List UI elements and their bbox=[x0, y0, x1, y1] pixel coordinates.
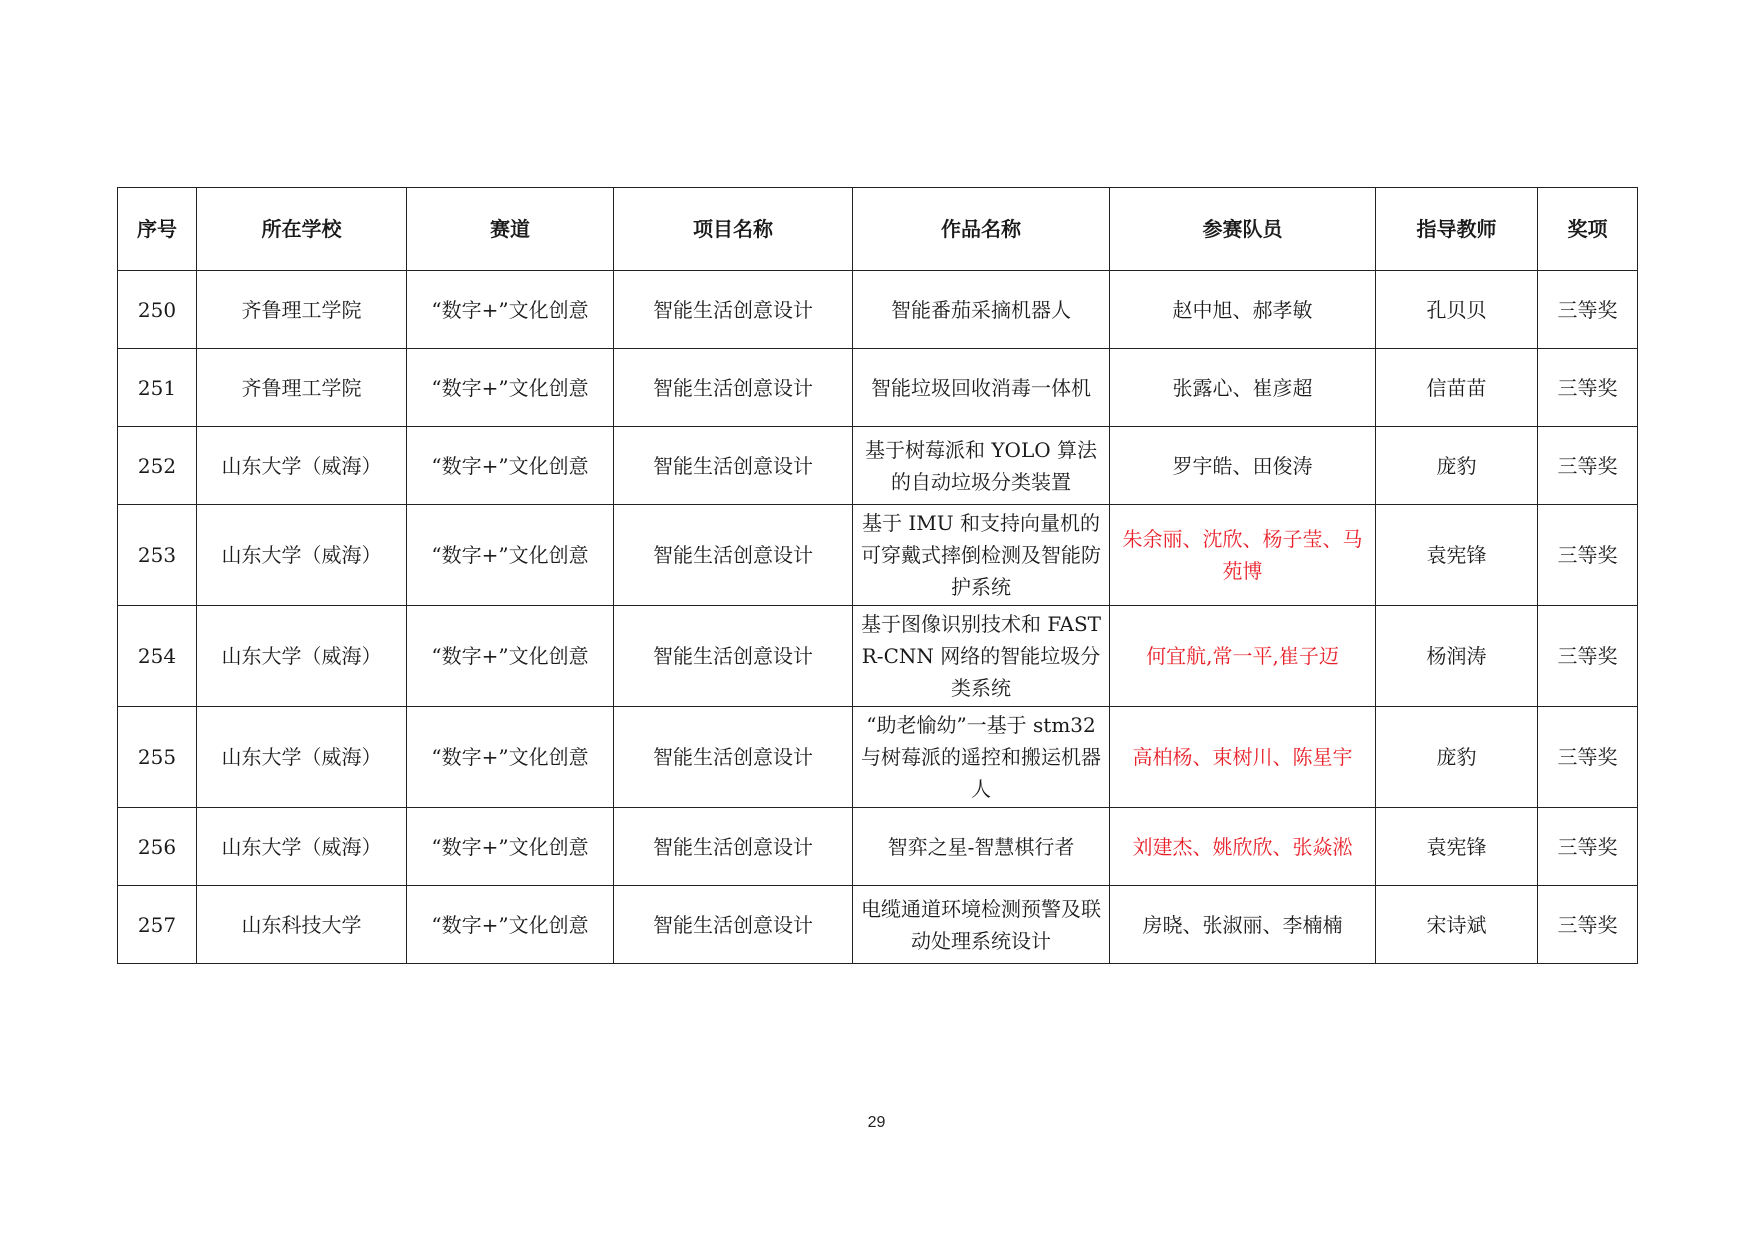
table-row bbox=[118, 505, 1638, 606]
header-members: 参赛队员 bbox=[1110, 188, 1376, 271]
members-text: 张露心、崔彦超 bbox=[1172, 375, 1313, 400]
cell-award: 三等奖 bbox=[1538, 606, 1638, 707]
cell-work: “助老愉幼”一基于 stm32 与树莓派的遥控和搬运机器人 bbox=[853, 707, 1110, 808]
cell-teacher: 庞豹 bbox=[1376, 427, 1538, 505]
members-text: 何宜航,常一平,崔子迈 bbox=[1146, 644, 1339, 668]
cell-teacher: 杨润涛 bbox=[1376, 606, 1538, 707]
cell-project: 智能生活创意设计 bbox=[614, 886, 853, 964]
cell-work: 电缆通道环境检测预警及联动处理系统设计 bbox=[853, 886, 1110, 964]
table-row bbox=[118, 606, 1638, 707]
cell-track: “数字+”文化创意 bbox=[407, 349, 614, 427]
cell-school: 山东大学（威海） bbox=[197, 505, 407, 606]
header-school: 所在学校 bbox=[197, 188, 407, 271]
cell-no: 252 bbox=[118, 427, 197, 505]
cell-track: “数字+”文化创意 bbox=[407, 271, 614, 349]
cell-school: 山东大学（威海） bbox=[197, 707, 407, 808]
cell-work: 基于树莓派和 YOLO 算法的自动垃圾分类装置 bbox=[853, 427, 1110, 505]
cell-members bbox=[1110, 808, 1376, 886]
cell-award: 三等奖 bbox=[1538, 707, 1638, 808]
table-row bbox=[118, 349, 1638, 427]
cell-no: 257 bbox=[118, 886, 197, 964]
cell-track: “数字+”文化创意 bbox=[407, 707, 614, 808]
cell-no: 253 bbox=[118, 505, 197, 606]
cell-project: 智能生活创意设计 bbox=[614, 505, 853, 606]
cell-members bbox=[1110, 606, 1376, 707]
cell-school: 山东大学（威海） bbox=[197, 606, 407, 707]
members-text: 高柏杨、束树川、陈星宇 bbox=[1132, 745, 1353, 769]
header-row bbox=[118, 188, 1638, 271]
members-text: 朱余丽、沈欣、杨子莹、马苑博 bbox=[1122, 527, 1363, 583]
cell-project: 智能生活创意设计 bbox=[614, 349, 853, 427]
cell-award: 三等奖 bbox=[1538, 427, 1638, 505]
cell-award: 三等奖 bbox=[1538, 505, 1638, 606]
table-row bbox=[118, 271, 1638, 349]
cell-members bbox=[1110, 886, 1376, 964]
members-text: 房晓、张淑丽、李楠楠 bbox=[1142, 912, 1343, 937]
members-text: 刘建杰、姚欣欣、张焱淞 bbox=[1132, 834, 1353, 859]
header-award: 奖项 bbox=[1538, 188, 1638, 271]
cell-school: 山东科技大学 bbox=[197, 886, 407, 964]
cell-no: 254 bbox=[118, 606, 197, 707]
header-work: 作品名称 bbox=[853, 188, 1110, 271]
cell-award: 三等奖 bbox=[1538, 349, 1638, 427]
cell-no: 250 bbox=[118, 271, 197, 349]
page-number: 29 bbox=[867, 1114, 886, 1131]
cell-members bbox=[1110, 427, 1376, 505]
cell-award: 三等奖 bbox=[1538, 271, 1638, 349]
cell-school: 山东大学（威海） bbox=[197, 808, 407, 886]
cell-track: “数字+”文化创意 bbox=[407, 427, 614, 505]
cell-members bbox=[1110, 349, 1376, 427]
table-row bbox=[118, 427, 1638, 505]
cell-work: 基于图像识别技术和 FAST R-CNN 网络的智能垃圾分类系统 bbox=[853, 606, 1110, 707]
cell-teacher: 袁宪锋 bbox=[1376, 808, 1538, 886]
cell-no: 251 bbox=[118, 349, 197, 427]
cell-teacher: 宋诗斌 bbox=[1376, 886, 1538, 964]
cell-project: 智能生活创意设计 bbox=[614, 707, 853, 808]
cell-teacher: 孔贝贝 bbox=[1376, 271, 1538, 349]
cell-track: “数字+”文化创意 bbox=[407, 808, 614, 886]
cell-award: 三等奖 bbox=[1538, 886, 1638, 964]
cell-project: 智能生活创意设计 bbox=[614, 808, 853, 886]
cell-no: 256 bbox=[118, 808, 197, 886]
cell-no: 255 bbox=[118, 707, 197, 808]
cell-work: 基于 IMU 和支持向量机的可穿戴式摔倒检测及智能防护系统 bbox=[853, 505, 1110, 606]
cell-award: 三等奖 bbox=[1538, 808, 1638, 886]
cell-work: 智能番茄采摘机器人 bbox=[853, 271, 1110, 349]
header-project: 项目名称 bbox=[614, 188, 853, 271]
members-text: 赵中旭、郝孝敏 bbox=[1172, 297, 1313, 322]
cell-school: 齐鲁理工学院 bbox=[197, 271, 407, 349]
cell-members bbox=[1110, 271, 1376, 349]
table-row bbox=[118, 808, 1638, 886]
cell-members bbox=[1110, 505, 1376, 606]
cell-teacher: 信苗苗 bbox=[1376, 349, 1538, 427]
cell-teacher: 袁宪锋 bbox=[1376, 505, 1538, 606]
cell-work: 智弈之星-智慧棋行者 bbox=[853, 808, 1110, 886]
cell-project: 智能生活创意设计 bbox=[614, 427, 853, 505]
cell-work: 智能垃圾回收消毒一体机 bbox=[853, 349, 1110, 427]
header-track: 赛道 bbox=[407, 188, 614, 271]
cell-project: 智能生活创意设计 bbox=[614, 271, 853, 349]
cell-school: 山东大学（威海） bbox=[197, 427, 407, 505]
cell-track: “数字+”文化创意 bbox=[407, 886, 614, 964]
header-teacher: 指导教师 bbox=[1376, 188, 1538, 271]
table-row bbox=[118, 886, 1638, 964]
members-text: 罗宇皓、田俊涛 bbox=[1172, 453, 1313, 478]
table-row bbox=[118, 707, 1638, 808]
cell-members bbox=[1110, 707, 1376, 808]
awards-table bbox=[117, 187, 1638, 964]
cell-school: 齐鲁理工学院 bbox=[197, 349, 407, 427]
header-no: 序号 bbox=[118, 188, 197, 271]
cell-teacher: 庞豹 bbox=[1376, 707, 1538, 808]
cell-track: “数字+”文化创意 bbox=[407, 505, 614, 606]
cell-project: 智能生活创意设计 bbox=[614, 606, 853, 707]
cell-track: “数字+”文化创意 bbox=[407, 606, 614, 707]
